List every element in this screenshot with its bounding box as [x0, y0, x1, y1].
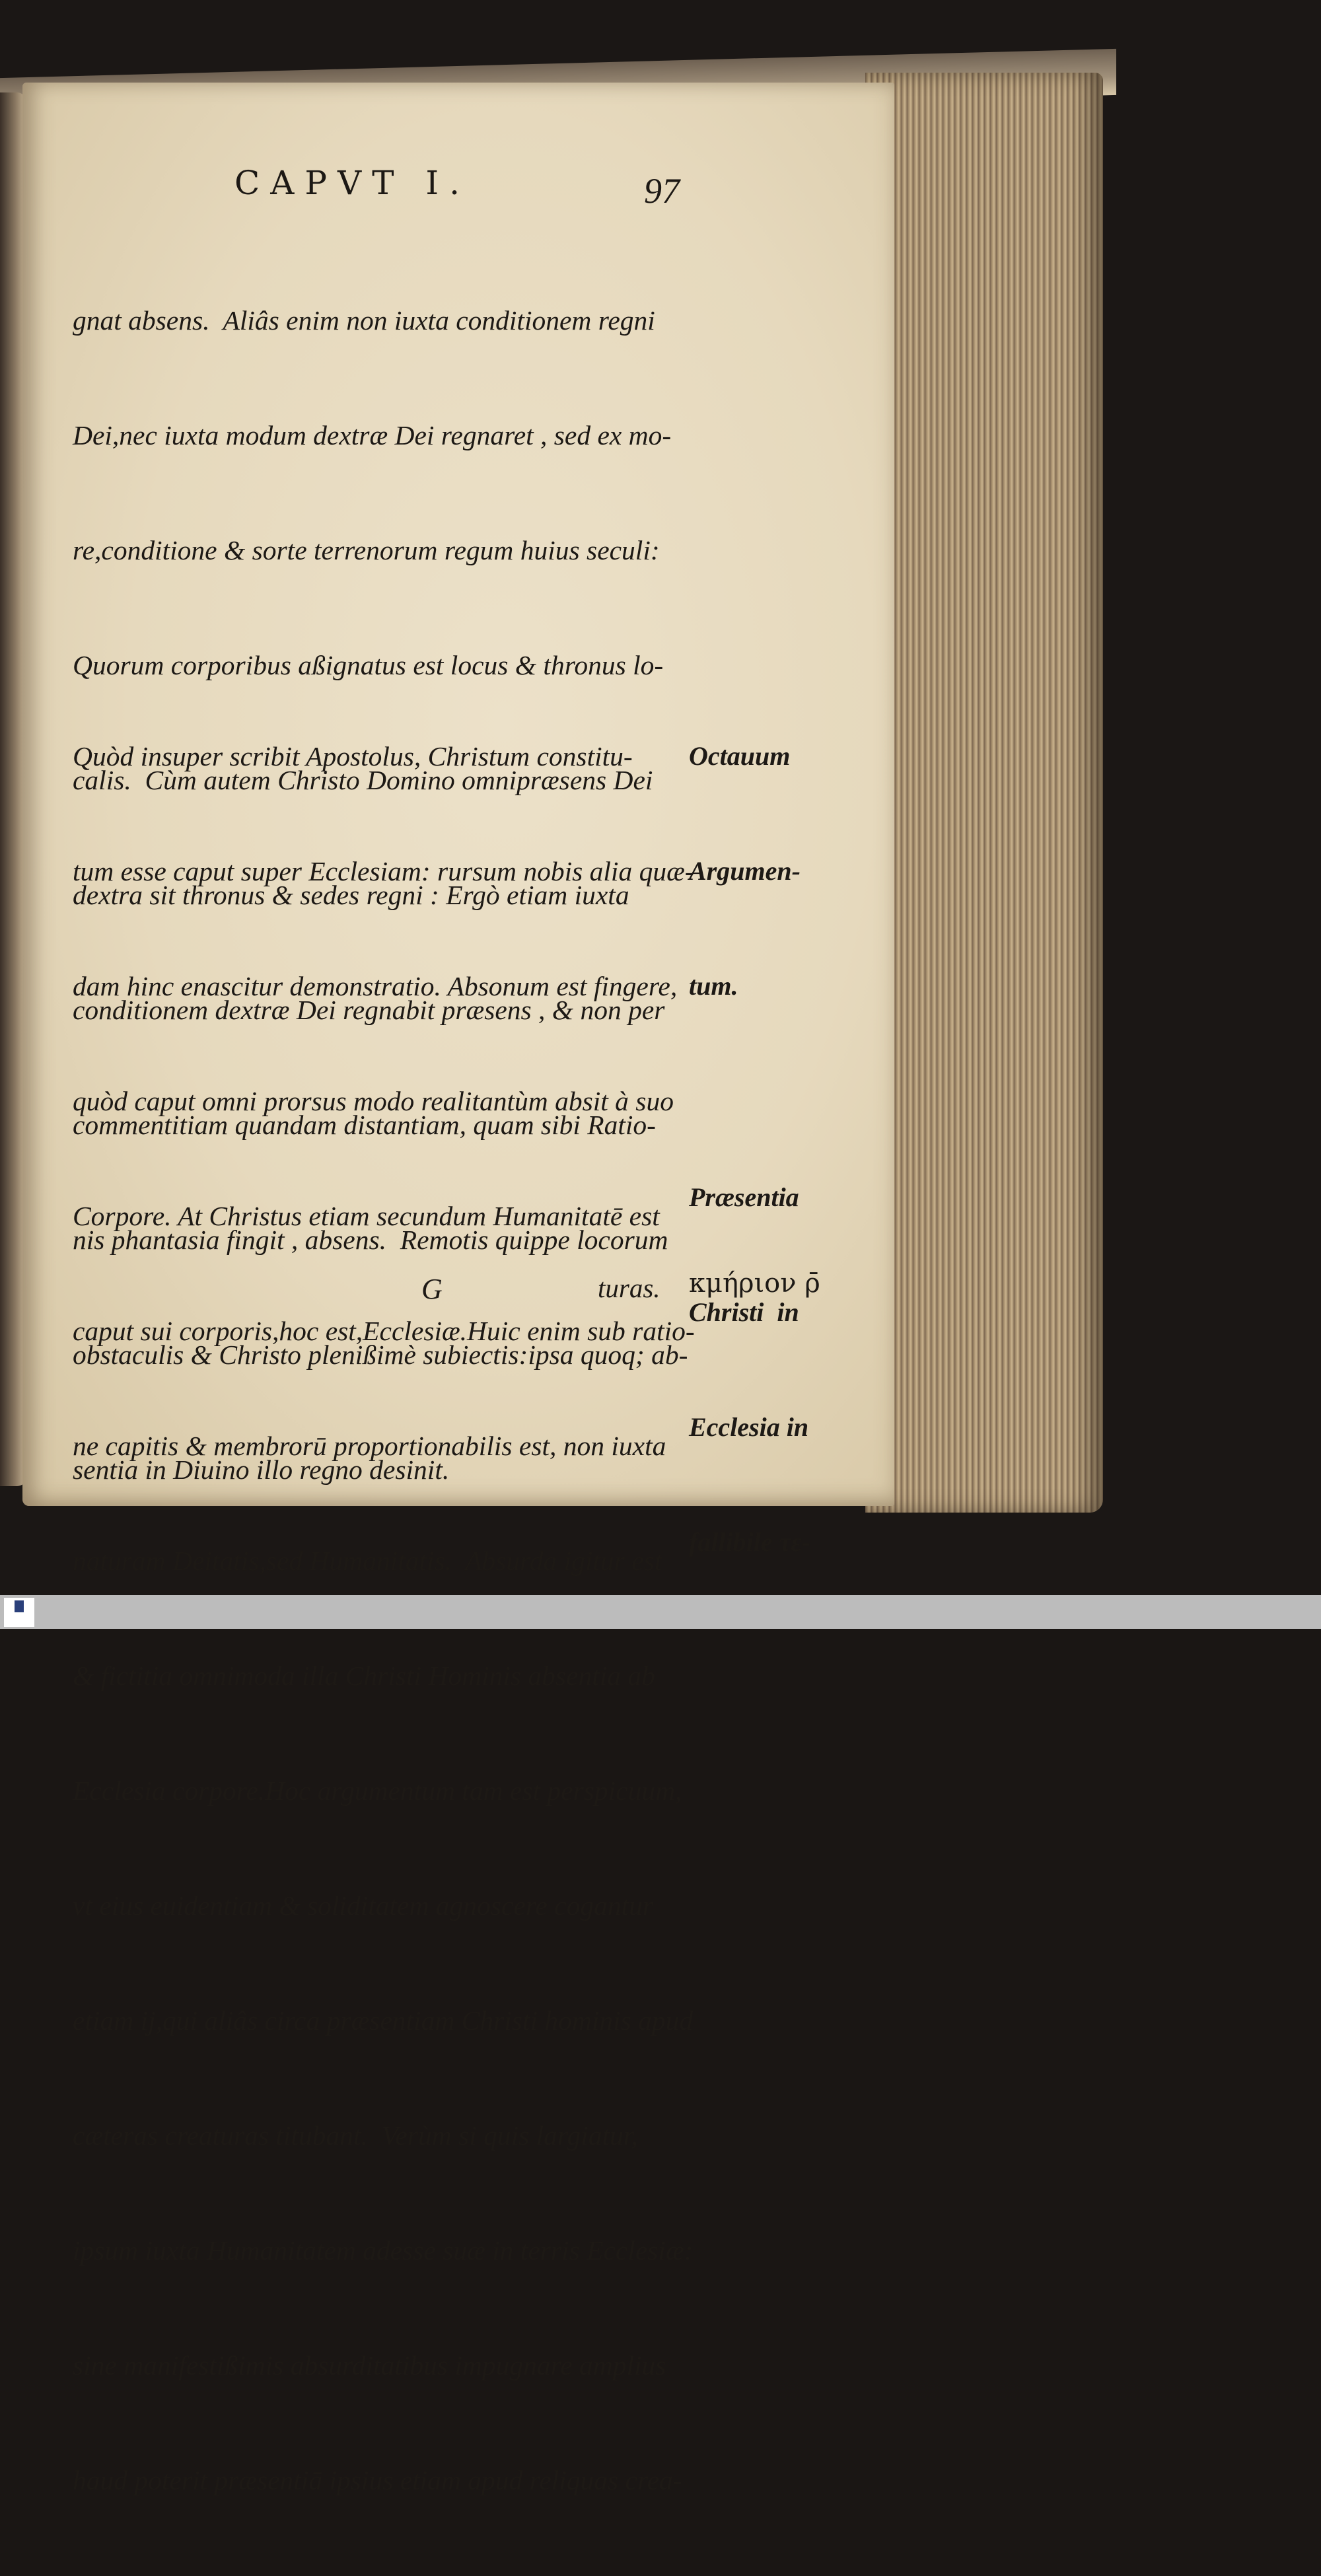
margin-line: Octauum — [689, 741, 791, 771]
text-line: etiam ij,qui aliâs circa præsentiam Christi hominis apud — [73, 2005, 694, 2036]
text-line: Quòd insuper scribit Apostolus, Christum constitu- — [73, 741, 633, 771]
signature-mark: G — [421, 1273, 443, 1305]
margin-note-argument — [689, 661, 801, 1082]
greek-margin-note: κμήριον ρ̄ — [689, 1268, 820, 1299]
viewer-footer-bar — [0, 1595, 1321, 1629]
margin-line: Ecclesia in — [689, 1412, 809, 1442]
margin-line: fallibile τε- — [689, 1527, 811, 1557]
margin-line: Argumen- — [689, 856, 801, 886]
running-head: CAPVT I. — [234, 164, 471, 202]
library-logo-icon — [4, 1598, 34, 1627]
text-line: naturam Deitatis,sed Humanitatis. Absurda igitur est — [73, 1546, 662, 1576]
text-line: gnat absens. Aliâs enim non iuxta conditionem regni — [73, 305, 655, 336]
text-line: & fictitia omnimoda illa Christi Hominis absentia ab — [73, 1661, 655, 1691]
text-line: haud poterit præsentiā ipsius etiam apud reliquas crea- — [73, 2465, 682, 2495]
text-line: conditionem dextræ Dei regnabit præsens , & non per — [73, 995, 665, 1025]
page-number: 97 — [644, 171, 680, 211]
text-line: sentia in Diuino illo regno desinit. — [73, 1454, 450, 1485]
margin-line: Christi in — [689, 1297, 799, 1327]
margin-line: tum. — [689, 971, 738, 1001]
text-line: Quorum corporibus aßignatus est locus & thronus lo- — [73, 650, 664, 680]
text-line: re,conditione & sorte terrenorum regum huius seculi: — [73, 535, 660, 565]
text-line: sine manifestißimis absurditatibus impugnare amplius — [73, 2350, 666, 2380]
text-line: Ecclesia corpore.Hoc argumentum tam est perspicuum, — [73, 1775, 682, 1806]
text-line: commentitiam quandam distantiam, quam sibi Ratio- — [73, 1110, 656, 1140]
text-line: dextra sit thronus & sedes regni : Ergò etiam iuxta — [73, 880, 629, 910]
margin-line: Præsentia — [689, 1182, 799, 1212]
margin-note-presence — [689, 1102, 810, 1638]
text-line: nis phantasia fingit , absens. Remotis quippe locorum — [73, 1225, 668, 1255]
text-line: caput sui corporis,hoc est,Ecclesiæ.Huic enim sub ratio- — [73, 1316, 695, 1346]
text-line: ne capitis & membrorū proportionabilis est, non iuxta — [73, 1431, 666, 1461]
logo-emblem — [15, 1600, 24, 1612]
page-edges — [865, 73, 1103, 1513]
text-line: ipsum iuxta Humanitatem adesse suæ in terris Ecclesiæ: — [73, 2235, 694, 2266]
catchword: turas. — [598, 1273, 660, 1303]
text-line: Corpore. At Christus etiam secundum Humanitatē est — [73, 1201, 660, 1231]
text-line: quòd caput omni prorsus modo realitantùm absit à suo — [73, 1086, 674, 1116]
text-line: cæteras creaturas titubant. Verùm si quis largiatur, — [73, 2120, 638, 2151]
text-line: calis. Cùm autem Christo Domino omnipræsens Dei — [73, 765, 653, 795]
text-line: tum esse caput super Ecclesiam: rursum nobis alia quæ- — [73, 856, 694, 886]
text-line: Dei,nec iuxta modum dextræ Dei regnaret , sed ex mo- — [73, 420, 672, 450]
text-line: obstaculis & Christo plenißimè subiectis:ipsa quoq; ab- — [73, 1340, 688, 1370]
text-line: dam hinc enascitur demonstratio. Absonum est fingere, — [73, 971, 678, 1001]
text-line: vt eius euidentiam & soliditatem agnoscere cogantur — [73, 1890, 654, 1921]
